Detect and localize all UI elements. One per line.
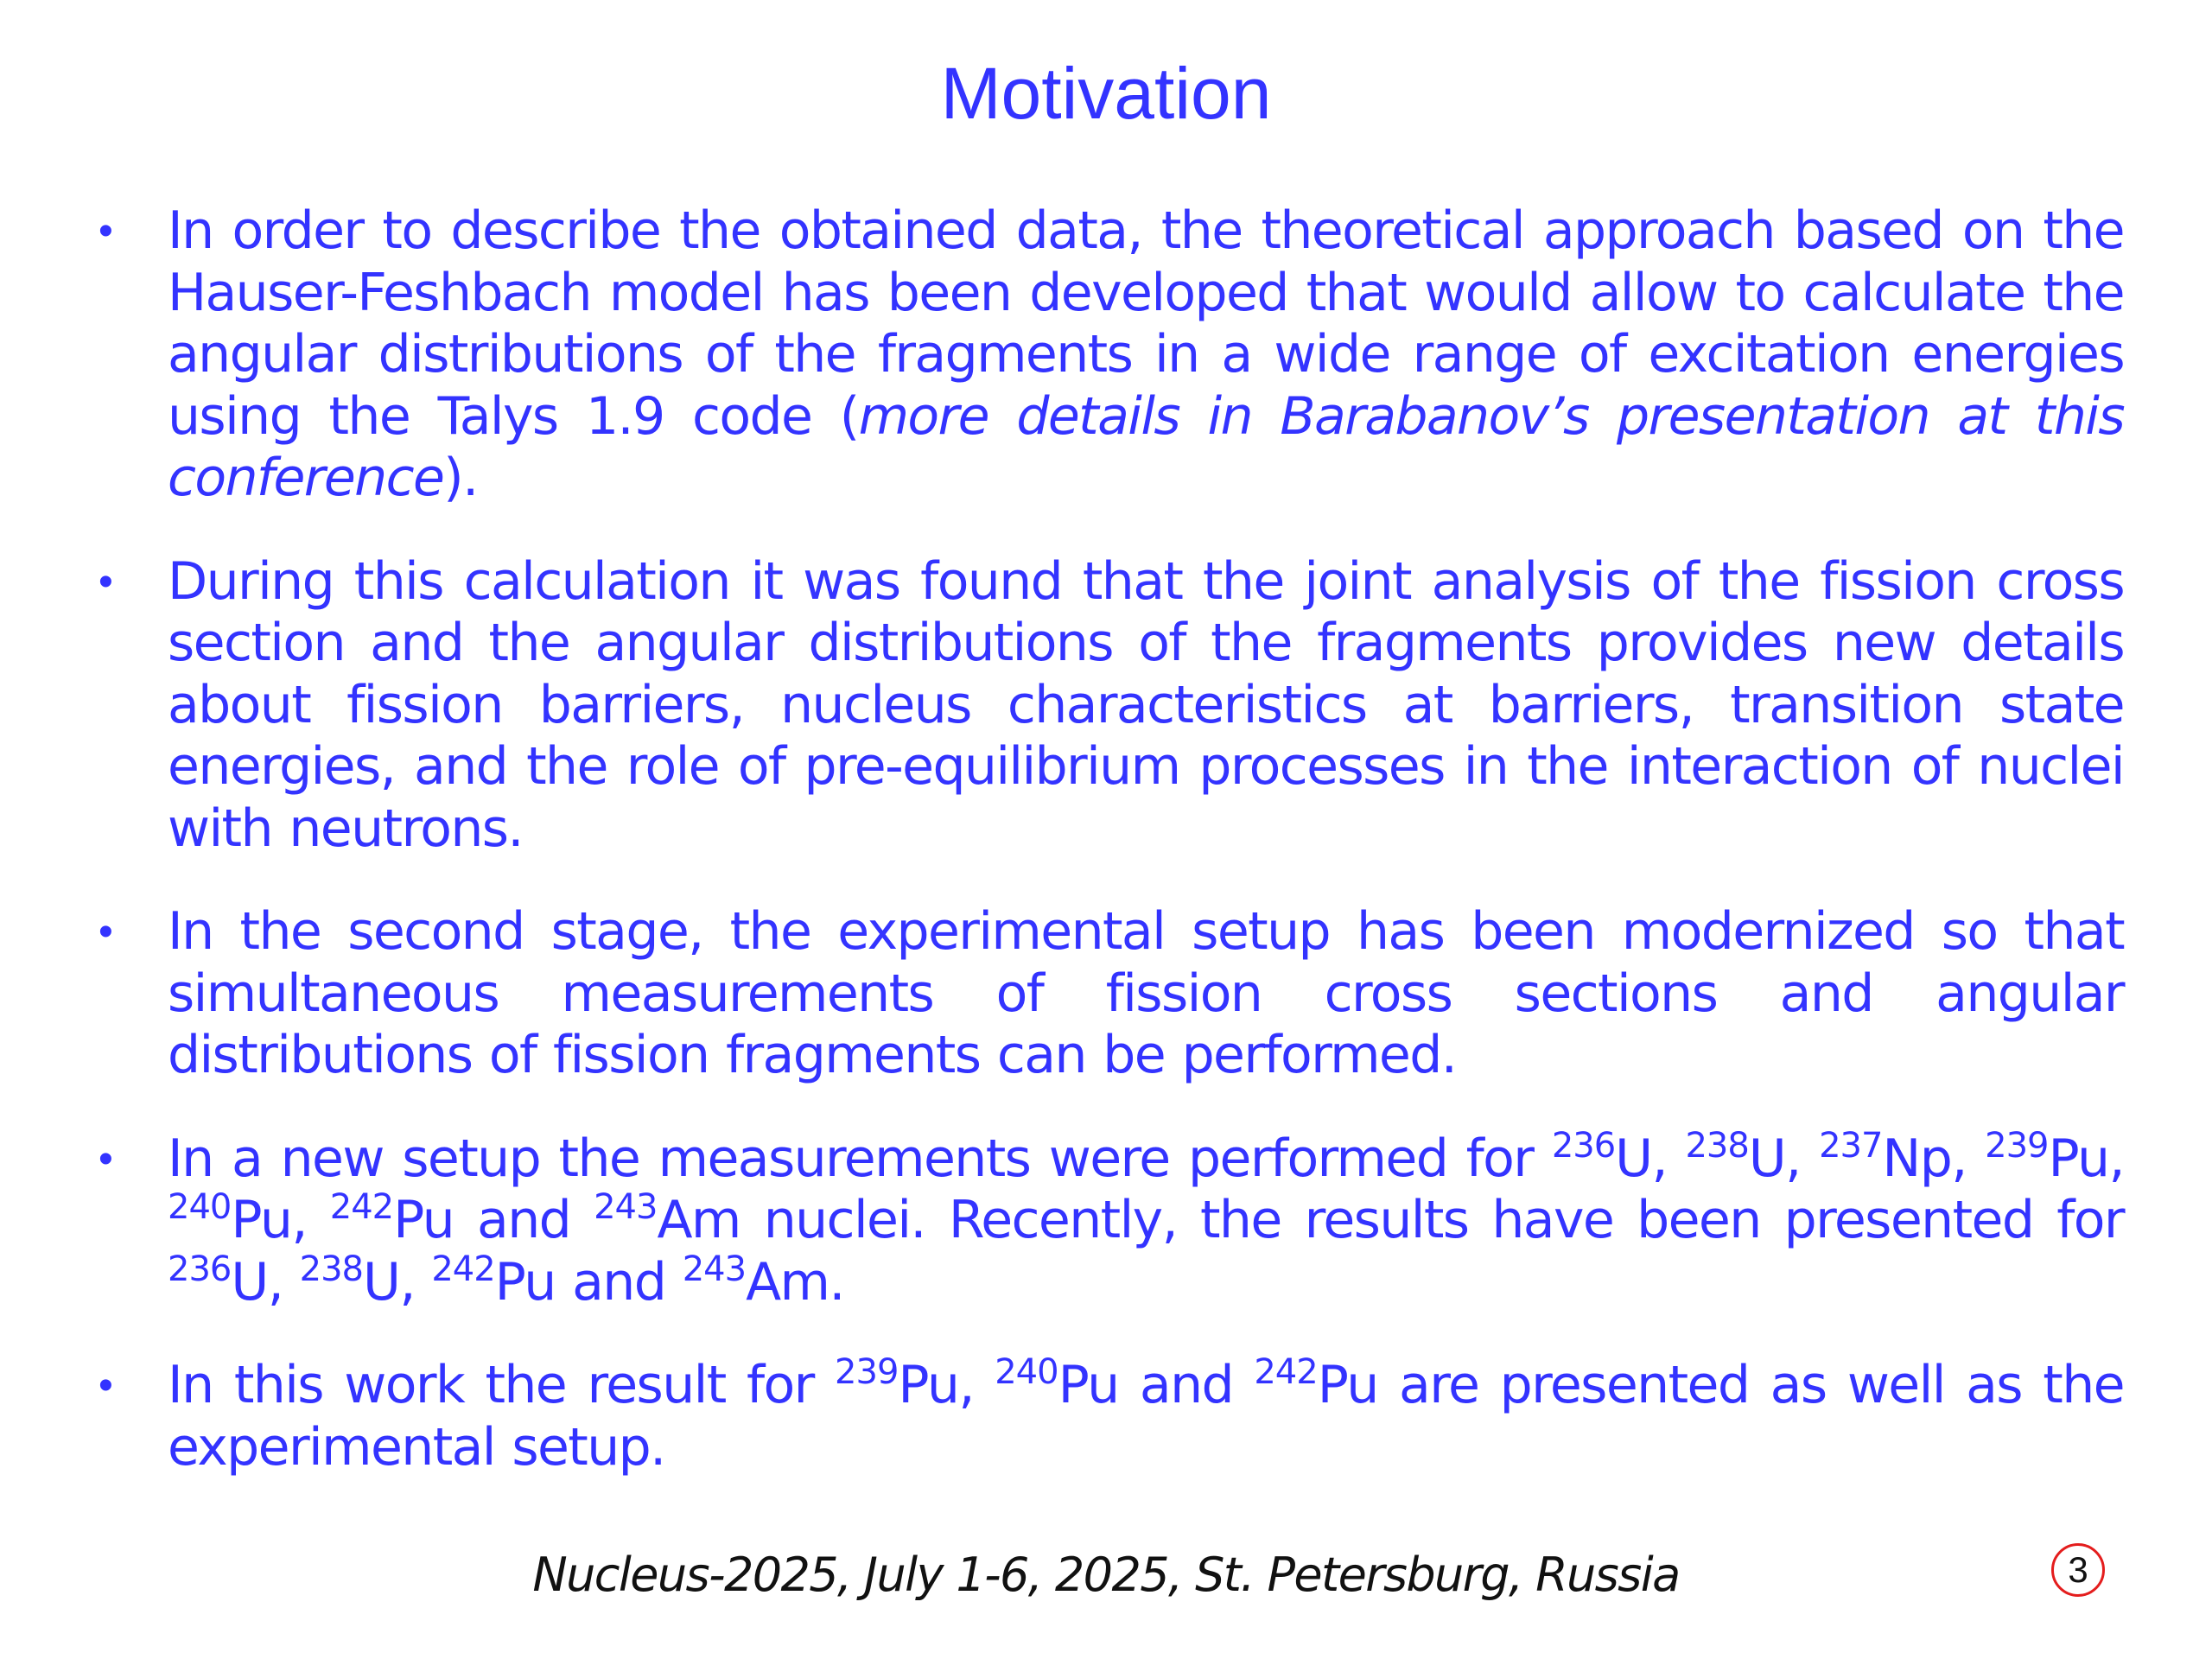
- bullet-italic-reference: more details in Barabanov’s presentation at this conference: [168, 385, 2124, 508]
- element-symbol: Am: [746, 1251, 830, 1313]
- nucleus: $^{239}$Pu,: [1985, 1125, 2124, 1189]
- bullet-text: In a new setup the measurements were performed for: [168, 1128, 1534, 1189]
- bullet-item: [93, 200, 2124, 510]
- bullet-item: • In a new setup the measurements were performed for $^{236}$U, $^{238}$U, $^{237}$Np, $^{239}$Pu, $^{240}$Pu, $^{242}$Pu and $^{243}$Am nuclei. Recently, the results have been presented for $^{236}$U, $^{238}$U, $^{242}$Pu and $^{243}$Am.: [99, 1125, 2124, 1313]
- nucleus: [594, 1187, 741, 1250]
- nucleus: [431, 1249, 556, 1313]
- mass-number: 242: [1254, 1352, 1318, 1392]
- mass-number: 240: [995, 1352, 1058, 1392]
- mass-number: 239: [1985, 1125, 2049, 1166]
- bullet-text: and: [572, 1251, 666, 1313]
- bullet-item: [93, 901, 2124, 1087]
- nucleus: $^{238}$U,: [1685, 1125, 1801, 1189]
- bullet-text: During this calculation it was found that the joint analysis of the fission cross section and the angular distributions of the fragments provides new details about fission barriers, nucleus characteristics at barriers, transition state energies, and the role of pre-equilibrium processes in the interaction of nuclei with neutrons.: [168, 550, 2124, 859]
- mass-number: 242: [329, 1187, 394, 1227]
- bullet-dot-icon: •: [99, 208, 112, 254]
- mass-number: 239: [835, 1352, 899, 1392]
- mass-number: 238: [1685, 1125, 1749, 1166]
- bullet-text: are presented as well as the experimental setup.: [168, 1355, 2124, 1478]
- nucleus: $^{236}$U,: [168, 1249, 283, 1313]
- nucleus: $^{239}$Pu,: [835, 1352, 974, 1415]
- mass-number: 238: [299, 1249, 364, 1289]
- bullet-text: In this work the result for: [168, 1355, 814, 1415]
- bullet-item: [93, 551, 2124, 861]
- element-symbol: Pu: [1058, 1355, 1119, 1415]
- element-symbol: Pu: [494, 1251, 556, 1313]
- mass-number: 243: [682, 1249, 747, 1289]
- nucleus: $^{237}$Np,: [1819, 1125, 1967, 1189]
- mass-number: 237: [1819, 1125, 1883, 1166]
- slide-footer: Nucleus-2025, July 1-6, 2025, St. Petersburg, Russia: [532, 1548, 1680, 1602]
- nucleus: $^{238}$U,: [299, 1249, 415, 1313]
- element-symbol: Pu: [393, 1190, 454, 1250]
- element-symbol: Am: [657, 1190, 741, 1250]
- bullet-dot-icon: •: [99, 558, 112, 605]
- bullet-dot-icon: •: [99, 1363, 112, 1408]
- bullet-dot-icon: •: [99, 1135, 112, 1182]
- nucleus: [682, 1249, 830, 1313]
- nucleus: [329, 1187, 454, 1250]
- mass-number: 236: [168, 1249, 232, 1289]
- element-symbol: Pu: [231, 1190, 292, 1250]
- element-symbol: Pu: [1317, 1355, 1378, 1415]
- element-symbol: Pu: [2048, 1128, 2109, 1189]
- mass-number: 243: [594, 1187, 658, 1227]
- nucleus: [1254, 1352, 1378, 1415]
- nucleus: [995, 1352, 1119, 1415]
- bullet-text: ).: [443, 448, 478, 508]
- bullet-text: and: [477, 1190, 571, 1250]
- bullet-list: [93, 200, 2124, 1520]
- mass-number: 240: [168, 1187, 232, 1227]
- nucleus: $^{240}$Pu,: [168, 1187, 307, 1250]
- bullet-text: In the second stage, the experimental setup has been modernized so that simultaneous measurements of fission cross sections and angular distributions of fission fragments can be performed.: [168, 901, 2124, 1085]
- bullet-text: nuclei. Recently, the results have been presented for: [763, 1190, 2124, 1250]
- element-symbol: Pu: [898, 1355, 959, 1415]
- nucleus: $^{236}$U,: [1551, 1125, 1667, 1189]
- element-symbol: U: [231, 1251, 268, 1313]
- bullet-text: In order to describe the obtained data, the theoretical approach based on the Hauser-Feshbach model has been developed that would allow to calculate the angular distributions of the fragments in a wide range of excitation energies using the Talys 1.9 code (: [168, 200, 2124, 447]
- bullet-dot-icon: •: [99, 909, 112, 955]
- bullet-item: [93, 1352, 2124, 1478]
- element-symbol: Np: [1882, 1128, 1952, 1189]
- element-symbol: U: [1748, 1128, 1786, 1189]
- mass-number: 236: [1551, 1125, 1616, 1166]
- element-symbol: U: [1615, 1128, 1652, 1189]
- bullet-text: and: [1139, 1355, 1233, 1415]
- mass-number: 242: [431, 1249, 495, 1289]
- page-number-badge: 3: [2051, 1543, 2105, 1597]
- slide-title: Motivation: [940, 53, 1272, 134]
- element-symbol: U: [363, 1251, 400, 1313]
